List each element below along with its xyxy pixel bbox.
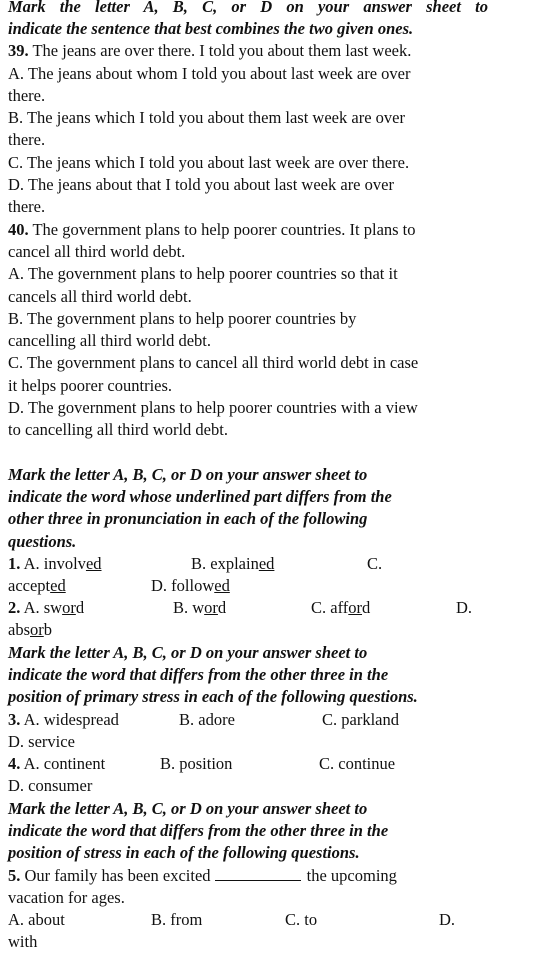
question-2-option-a (8, 597, 84, 619)
question-3-option-c: C. parkland (322, 710, 399, 729)
section2-instruction-line1: Mark the letter A, B, C, or D on your answer sheet to (8, 465, 368, 484)
underlined-part: or (348, 598, 363, 617)
question-2-option-c (311, 597, 370, 619)
question-1-option-d (151, 575, 230, 597)
question-4-option-c: C. continue (319, 754, 396, 773)
question-3-option-d: D. service (8, 732, 75, 751)
question-number: 5. (8, 866, 21, 885)
option-text: B. w (173, 598, 205, 617)
question-5-option-d-label: D. (439, 910, 456, 929)
option-text: A. widespread (20, 710, 119, 729)
question-1-option-a (8, 553, 102, 575)
section4-instruction-line2: indicate the word that differs from the other three in the (8, 821, 389, 840)
q39-option-d-line2: there. (8, 197, 46, 216)
underlined-part: or (62, 598, 76, 617)
question-5-option-b: B. from (151, 910, 203, 929)
question-text: Our family has been excited (20, 866, 215, 885)
question-2-option-b (173, 597, 226, 619)
section3-instruction-line1: Mark the letter A, B, C, or D on your answer sheet to (8, 643, 368, 662)
question-text: The government plans to help poorer countries. It plans to (28, 220, 416, 239)
q40-option-c-line1: C. The government plans to cancel all third world debt in case (8, 353, 419, 372)
question-40-stem-line1 (8, 219, 416, 241)
q39-option-c: C. The jeans which I told you about last week are over there. (8, 153, 410, 172)
question-4-option-b: B. position (160, 754, 233, 773)
question-5-option-a: A. about (8, 910, 65, 929)
question-4-option-a (8, 753, 105, 775)
q40-option-b-line2: cancelling all third world debt. (8, 331, 211, 350)
question-40-stem-line2: cancel all third world debt. (8, 242, 186, 261)
underlined-part: or (204, 598, 218, 617)
question-1-option-c-label: C. (367, 554, 383, 573)
option-text: d (75, 598, 85, 617)
question-3-option-a (8, 709, 119, 731)
question-39-stem (8, 40, 411, 62)
option-text: A. sw (20, 598, 63, 617)
question-5-option-c: C. to (285, 910, 318, 929)
question-number: 4. (8, 754, 21, 773)
section2-instruction-line2: indicate the word whose underlined part differs from the (8, 487, 392, 506)
underlined-part: ed (214, 576, 230, 595)
underlined-part: ed (258, 554, 275, 573)
q40-option-d-line2: to cancelling all third world debt. (8, 420, 228, 439)
option-text: d (362, 598, 371, 617)
q39-option-d-line1: D. The jeans about that I told you about last week are over (8, 175, 394, 194)
question-number: 39. (8, 41, 29, 60)
question-number: 3. (8, 710, 21, 729)
option-text: d (217, 598, 227, 617)
option-text: D. follow (151, 576, 215, 595)
question-text: The jeans are over there. I told you about them last week. (28, 41, 412, 60)
question-5-stem-line2: vacation for ages. (8, 888, 125, 907)
question-4-option-d: D. consumer (8, 776, 93, 795)
q40-option-a-line1: A. The government plans to help poorer countries so that it (8, 264, 398, 283)
answer-blank (215, 866, 301, 881)
section4-instruction-line1: Mark the letter A, B, C, or D on your answer sheet to (8, 799, 368, 818)
question-number: 1. (8, 554, 21, 573)
question-number: 2. (8, 598, 21, 617)
q40-option-c-line2: it helps poorer countries. (8, 376, 173, 395)
section1-instruction-line2: indicate the sentence that best combines the two given ones. (8, 19, 414, 38)
section2-instruction-line4: questions. (8, 532, 77, 551)
section1-instruction-line1: Mark the letter A, B, C, or D on your answer sheet to (8, 0, 488, 16)
question-2-option-d (8, 619, 52, 641)
question-2-option-d-label: D. (456, 598, 473, 617)
question-5-option-d: with (8, 932, 38, 951)
question-1-option-c (8, 575, 66, 597)
section4-instruction-line3: position of stress in each of the following questions. (8, 843, 360, 862)
option-text: C. aff (311, 598, 349, 617)
q40-option-b-line1: B. The government plans to help poorer countries by (8, 309, 357, 328)
option-text: B. explain (191, 554, 259, 573)
underlined-part: ed (50, 576, 66, 595)
question-5-stem-line1 (8, 865, 397, 887)
question-1-option-b (191, 553, 274, 575)
q40-option-a-line2: cancels all third world debt. (8, 287, 192, 306)
question-text: the upcoming (306, 866, 397, 885)
option-text: A. continent (20, 754, 106, 773)
q40-option-d-line1: D. The government plans to help poorer countries with a view (8, 398, 418, 417)
option-text: abs (8, 620, 30, 639)
option-text: A. involv (20, 554, 86, 573)
section2-instruction-line3: other three in pronunciation in each of the following (8, 509, 368, 528)
q39-option-a-line2: there. (8, 86, 46, 105)
q39-option-a-line1: A. The jeans about whom I told you about last week are over (8, 64, 411, 83)
q39-option-b-line2: there. (8, 130, 46, 149)
option-text: b (43, 620, 52, 639)
question-number: 40. (8, 220, 29, 239)
q39-option-b-line1: B. The jeans which I told you about them last week are over (8, 108, 405, 127)
underlined-part: ed (85, 554, 102, 573)
section3-instruction-line2: indicate the word that differs from the other three in the (8, 665, 389, 684)
option-text: accept (8, 576, 51, 595)
section3-instruction-line3: position of primary stress in each of the following questions. (8, 687, 418, 706)
question-3-option-b: B. adore (179, 710, 235, 729)
underlined-part: or (30, 620, 44, 639)
